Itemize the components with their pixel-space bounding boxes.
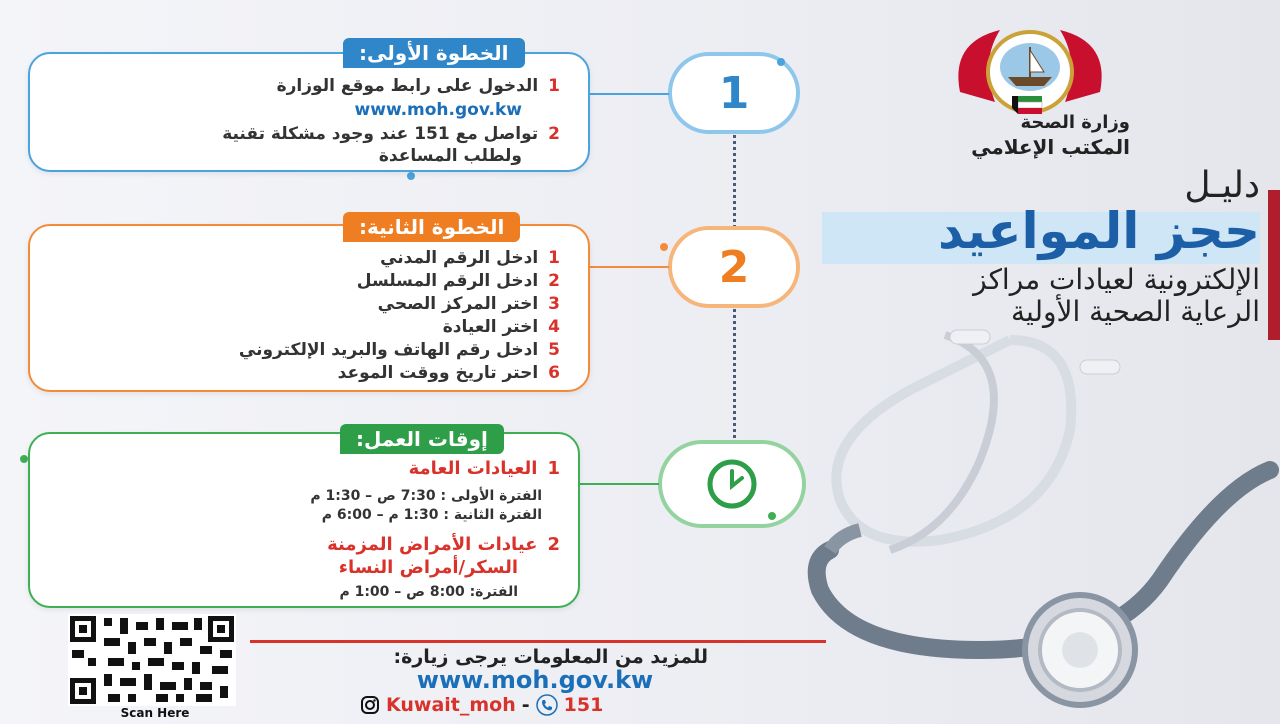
step1-connector	[585, 93, 669, 95]
separator: -	[521, 694, 530, 716]
dot-blue	[777, 58, 785, 66]
item-text: ادخل رقم الهاتف والبريد الإلكتروني	[238, 340, 539, 360]
media-office: المكتب الإعلامي	[971, 135, 1130, 159]
dot-green-2	[20, 455, 28, 463]
subtitle-line-1: الإلكترونية لعيادات مراكز	[973, 263, 1260, 296]
step1-tag: الخطوة الأولى:	[343, 38, 525, 68]
stethoscope-icon	[780, 320, 1280, 720]
phone-icon	[536, 694, 558, 716]
step1-item-2	[222, 124, 560, 144]
item-number: 5	[548, 340, 560, 360]
step2-item-3	[378, 294, 560, 314]
hours-item-2-period: الفترة: 8:00 ص – 1:00 م	[339, 584, 518, 600]
qr-code[interactable]	[68, 614, 236, 706]
item-text: اختر العيادة	[442, 317, 539, 337]
item-number: 1	[547, 458, 560, 479]
ministry-name: وزارة الصحة	[1020, 112, 1130, 133]
item-number: 2	[548, 124, 560, 144]
item-text: ادخل الرقم المدني	[380, 248, 539, 268]
hours-connector	[575, 483, 659, 485]
hours-item-1-period-1: الفترة الأولى : 7:30 ص – 1:30 م	[310, 488, 542, 504]
phone-number[interactable]: 151	[563, 694, 604, 716]
item-number: 6	[548, 363, 560, 383]
step1-circle: 1	[668, 52, 800, 134]
item-number: 2	[547, 534, 560, 555]
instagram-icon	[360, 695, 380, 715]
footer-website-link[interactable]: www.moh.gov.kw	[416, 666, 654, 694]
hours-item-1-title	[409, 458, 560, 479]
step1-item-1	[277, 76, 560, 96]
subtitle-line-2: الرعاية الصحية الأولية	[1011, 295, 1260, 328]
item-number: 1	[548, 248, 560, 268]
item-number: 1	[548, 76, 560, 96]
hours-item-2-subtitle: السكر/أمراض النساء	[338, 557, 518, 578]
dot-blue-2	[407, 172, 415, 180]
step2-tag: الخطوة الثانية:	[343, 212, 520, 242]
step2-item-1	[380, 248, 560, 268]
step2-circle: 2	[668, 226, 800, 308]
scan-here-label: Scan Here	[120, 706, 190, 720]
hours-tag: إوقات العمل:	[340, 424, 504, 454]
social-row	[360, 692, 700, 718]
step2-connector	[585, 266, 669, 268]
dot-orange	[660, 243, 668, 251]
item-text: اختر المركز الصحي	[377, 294, 539, 314]
dot-green	[768, 512, 776, 520]
step2-item-2	[357, 271, 560, 291]
item-text: العيادات العامة	[408, 458, 538, 479]
clock-icon	[704, 456, 760, 512]
more-info-text: للمزيد من المعلومات يرجى زيارة:	[393, 646, 708, 668]
item-text: ادخل الرقم المسلسل	[356, 271, 539, 291]
item-number: 3	[548, 294, 560, 314]
page-title: حجز المواعيد	[938, 202, 1260, 260]
step2-item-6	[338, 363, 560, 383]
item-number: 4	[548, 317, 560, 337]
item-text: عيادات الأمراض المزمنة	[327, 534, 538, 555]
clock-circle	[658, 440, 806, 528]
hours-item-1-period-2: الفترة الثانية : 1:30 م – 6:00 م	[321, 507, 542, 523]
edge-strip	[1268, 190, 1280, 340]
instagram-handle[interactable]: Kuwait_moh	[386, 694, 516, 716]
kuwait-emblem-icon	[940, 22, 1120, 122]
step2-item-4	[443, 317, 560, 337]
item-text: احتر تاريخ ووقت الموعد	[337, 363, 539, 383]
item-number: 2	[548, 271, 560, 291]
step1-website-link[interactable]: www.moh.gov.kw	[354, 100, 522, 120]
step1-item-2-cont: ولطلب المساعدة	[378, 146, 522, 166]
footer-divider	[250, 640, 826, 643]
guide-label: دليـل	[1184, 165, 1260, 206]
item-text: الدخول على رابط موقع الوزارة	[276, 76, 539, 96]
hours-item-2-title	[327, 534, 560, 555]
item-text: تواصل مع 151 عند وجود مشكلة تقنية	[222, 124, 539, 144]
step2-item-5	[239, 340, 560, 360]
